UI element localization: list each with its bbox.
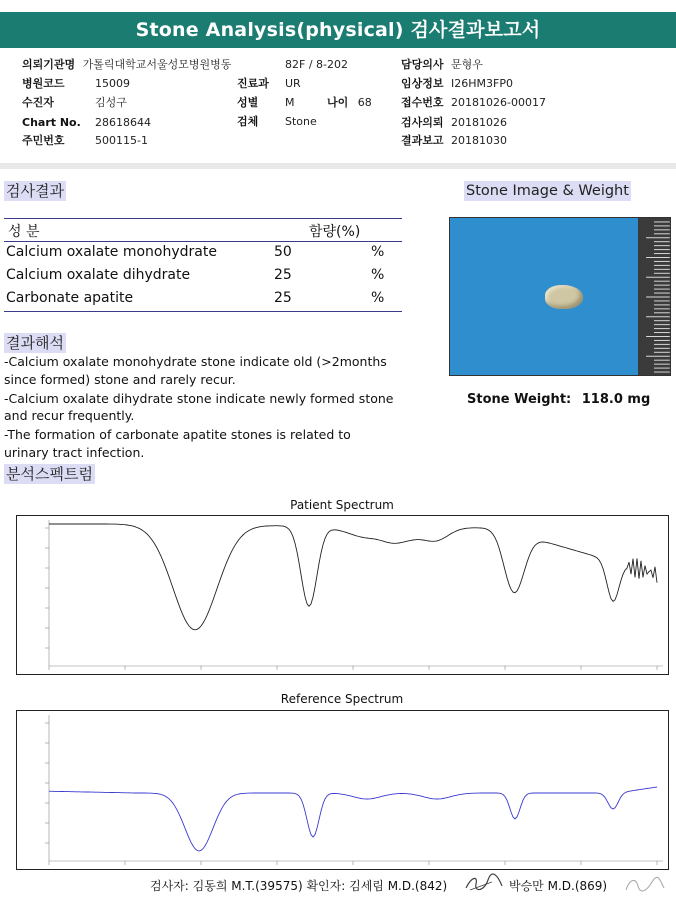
signers-line (150, 877, 447, 894)
reference-spectrum-plot (17, 711, 668, 869)
requester-value: 가톨릭대학교서울성모병원병동 (82, 58, 232, 71)
reference-spectrum-line (49, 787, 657, 851)
interpretation-line: since formed) stone and rarely recur. (4, 372, 236, 387)
receipt-row (401, 96, 546, 109)
section-divider (0, 163, 676, 169)
specimen-value: Stone (285, 115, 317, 128)
patient-label: 수진자 (22, 96, 54, 109)
stone-photo (449, 217, 671, 376)
chart-label: Chart No. (22, 116, 81, 129)
chart-row (22, 116, 151, 129)
dept-value: UR (285, 77, 301, 90)
test-req-label: 검사의뢰 (401, 116, 444, 129)
hospcode-value: 15009 (95, 77, 130, 90)
test-req-value: 20181026 (451, 116, 508, 129)
chart-value: 28618644 (95, 116, 151, 129)
component-unit: % (371, 267, 385, 283)
interpretation-line: and recur frequently. (4, 408, 135, 423)
reference-spectrum-chart (16, 710, 669, 870)
sex-row (237, 96, 295, 109)
interpretation-line: -Calcium oxalate monohydrate stone indicate old (>2months (4, 354, 387, 369)
reference-spectrum-caption: Reference Spectrum (280, 692, 404, 706)
doctor-label: 담당의사 (401, 58, 444, 71)
id-value: 500115-1 (95, 134, 148, 147)
dept-label: 진료과 (237, 77, 269, 90)
signers-text: 검사자: 김동희 M.T.(39575) 확인자: 김세림 M.D.(842) (150, 879, 448, 893)
component-name: Carbonate apatite (6, 290, 134, 306)
component-value: 25 (274, 267, 292, 283)
sex-label: 성별 (237, 96, 259, 109)
component-unit: % (371, 290, 385, 306)
composition-table (4, 218, 402, 312)
requester-label: 의뢰기관명 (22, 58, 76, 71)
report-date-row (401, 134, 507, 147)
component-name: Calcium oxalate dihydrate (6, 267, 191, 283)
interpretation-line: -The formation of carbonate apatite stones is related to (4, 427, 351, 442)
patient-spectrum-caption: Patient Spectrum (290, 498, 394, 512)
clinical-label: 임상정보 (401, 77, 444, 90)
component-unit: % (371, 244, 385, 260)
hospcode-row (22, 77, 130, 90)
ward-value: 82F / 8-202 (285, 58, 348, 71)
receipt-value: 20181026-00017 (451, 96, 546, 109)
patient-value: 김성구 (95, 96, 127, 109)
table-row (4, 242, 402, 265)
report-date-value: 20181030 (451, 134, 508, 147)
results-title: 검사결과 (6, 182, 64, 200)
stone-weight (467, 392, 650, 407)
stone-weight-value: 118.0 mg (581, 392, 651, 407)
signature-icon (622, 872, 666, 896)
interpretation-line: -Calcium oxalate dihydrate stone indicate newly formed stone (4, 391, 394, 406)
clinical-row (401, 77, 513, 90)
stone-weight-label: Stone Weight: (467, 392, 572, 407)
component-column-header: 성 분 (8, 224, 40, 240)
age-value: 68 (357, 96, 372, 109)
table-row (4, 288, 402, 311)
composition-header (4, 218, 402, 242)
clinical-value: I26HM3FP0 (451, 77, 513, 90)
age-label: 나이 (327, 96, 349, 109)
receipt-label: 접수번호 (401, 96, 444, 109)
signer2-text: 박승만 M.D.(869) (509, 879, 608, 893)
patient-spectrum-chart (16, 515, 669, 675)
image-section-title: Stone Image & Weight (466, 183, 629, 199)
test-req-row (401, 116, 507, 129)
doctor-value: 문형우 (451, 58, 483, 71)
table-bottom-rule (4, 311, 402, 312)
interpretation-title: 결과해석 (6, 334, 64, 352)
signature-icon (462, 872, 506, 894)
specimen-row (237, 115, 317, 128)
hospcode-label: 병원코드 (22, 77, 65, 90)
patient-spectrum-line (49, 524, 657, 630)
specimen-label: 검체 (237, 115, 259, 128)
table-row (4, 265, 402, 288)
amount-column-header: 함량(%) (309, 224, 361, 240)
id-label: 주민번호 (22, 134, 65, 147)
interpretation-line: urinary tract infection. (4, 445, 145, 460)
ruler-icon (638, 218, 670, 375)
report-title: Stone Analysis(physical) 검사결과보고서 (0, 12, 676, 48)
component-name: Calcium oxalate monohydrate (6, 244, 217, 260)
spectrum-title: 분석스펙트럼 (6, 465, 93, 483)
report-date-label: 결과보고 (401, 134, 444, 147)
component-value: 25 (274, 290, 292, 306)
patient-row (22, 96, 127, 109)
age-row (327, 96, 372, 109)
signer2-line (509, 877, 607, 894)
sex-value: M (285, 96, 295, 109)
dept-row (237, 77, 301, 90)
requester-row (22, 58, 231, 71)
component-value: 50 (274, 244, 292, 260)
patient-spectrum-plot (17, 516, 668, 674)
doctor-row (401, 58, 483, 71)
ward-value-wrap (285, 58, 348, 71)
stone-specimen (545, 285, 583, 309)
id-row (22, 134, 148, 147)
